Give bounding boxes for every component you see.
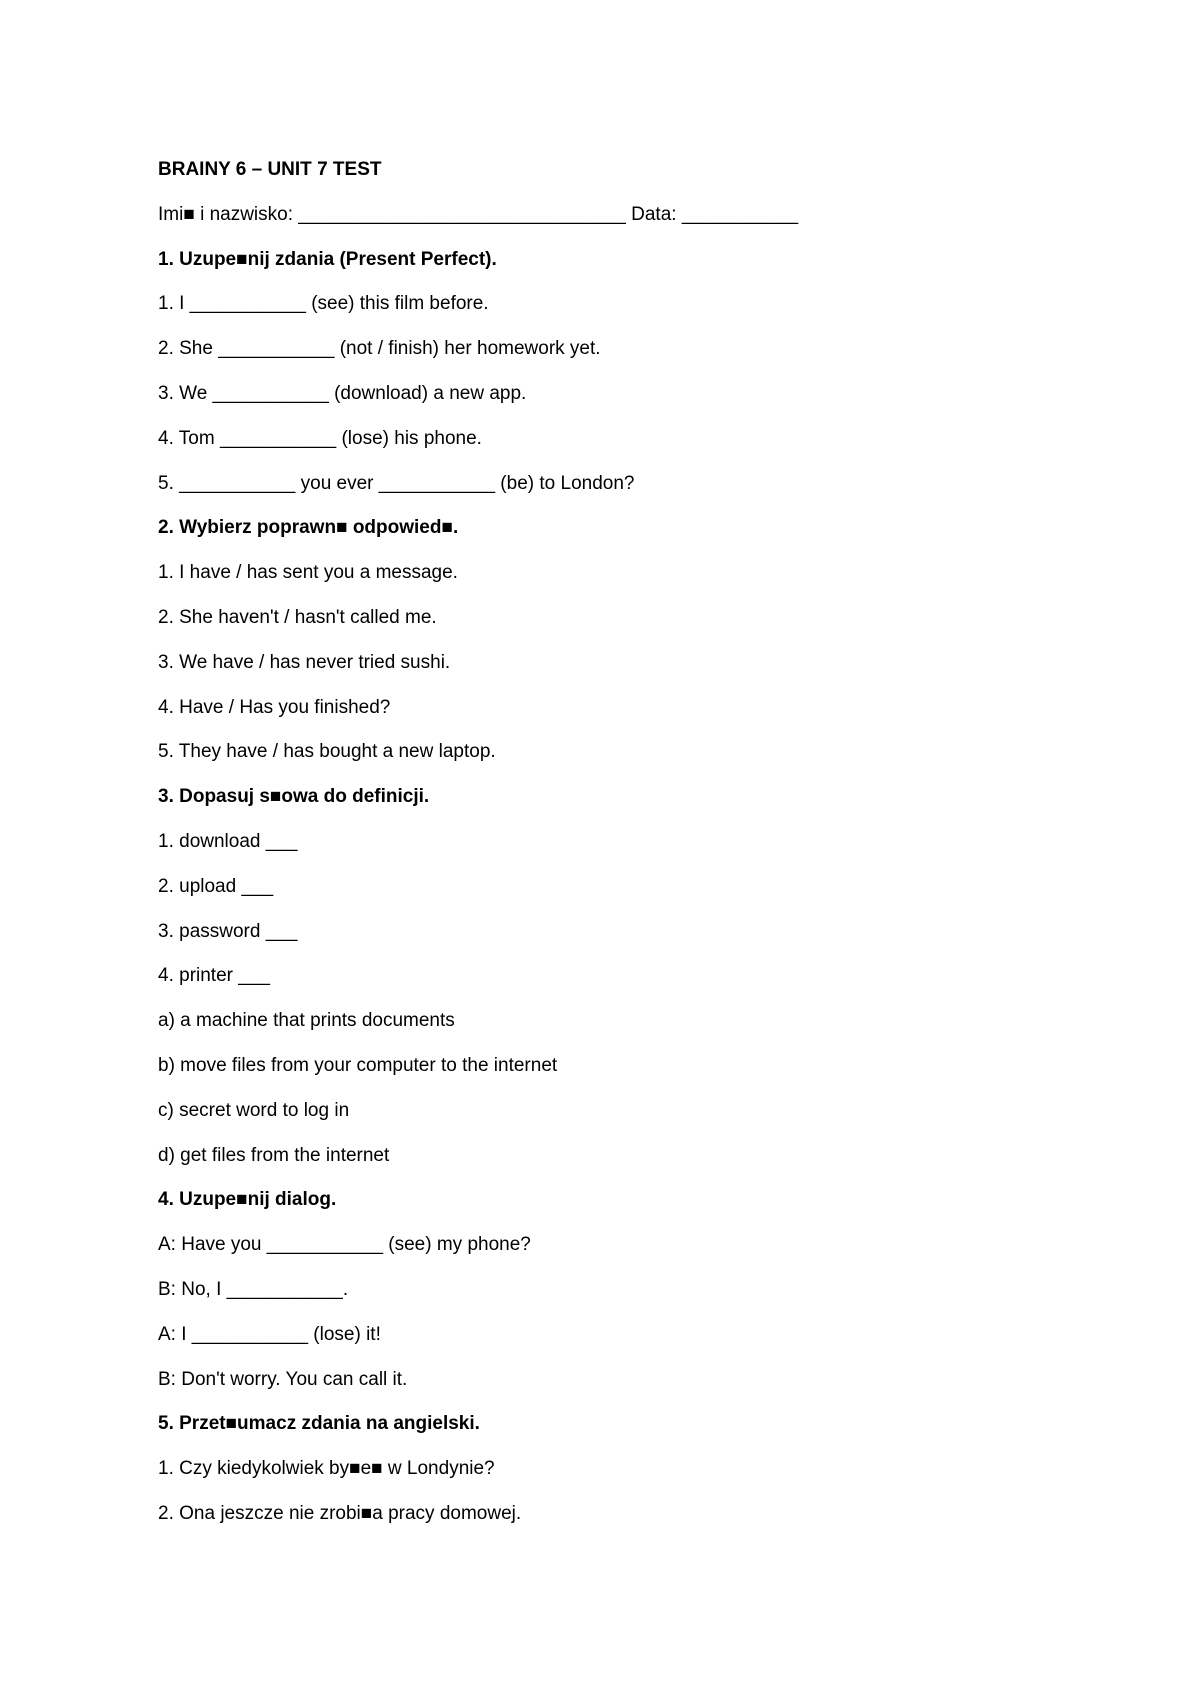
document-page <box>158 158 1058 1547</box>
section-3-definition-b: b) move files from your computer to the internet <box>158 1054 558 1076</box>
section-3-heading: 3. Dopasuj s■owa do definicji. <box>158 786 430 808</box>
section-4-dialog-line-3: A: I ___________ (lose) it! <box>158 1323 381 1345</box>
section-1-item-5: 5. ___________ you ever ___________ (be) to London? <box>158 472 635 494</box>
section-2-item-4: 4. Have / Has you finished? <box>158 696 391 718</box>
section-3-item-1: 1. download ___ <box>158 830 298 852</box>
section-3-definition-c: c) secret word to log in <box>158 1099 350 1121</box>
section-5-item-1: 1. Czy kiedykolwiek by■e■ w Londynie? <box>158 1458 495 1480</box>
section-4-dialog-line-2: B: No, I ___________. <box>158 1278 349 1300</box>
section-3-definition-d: d) get files from the internet <box>158 1144 390 1166</box>
section-2-item-5: 5. They have / has bought a new laptop. <box>158 741 496 763</box>
section-2-item-1: 1. I have / has sent you a message. <box>158 562 458 584</box>
document-title: BRAINY 6 – UNIT 7 TEST <box>158 159 382 180</box>
section-1-heading: 1. Uzupe■nij zdania (Present Perfect). <box>158 248 497 270</box>
section-1-item-3: 3. We ___________ (download) a new app. <box>158 382 527 404</box>
section-3-item-4: 4. printer ___ <box>158 965 270 987</box>
section-4-dialog-line-4: B: Don't worry. You can call it. <box>158 1368 408 1390</box>
section-4-heading: 4. Uzupe■nij dialog. <box>158 1189 337 1211</box>
section-2-item-3: 3. We have / has never tried sushi. <box>158 651 451 673</box>
name-date-line: Imi■ i nazwisko: _______________________________ Data: ___________ <box>158 203 799 225</box>
section-2-heading: 2. Wybierz poprawn■ odpowied■. <box>158 517 459 539</box>
section-3-item-2: 2. upload ___ <box>158 875 274 897</box>
section-1-item-2: 2. She ___________ (not / finish) her homework yet. <box>158 338 601 360</box>
section-4-dialog-line-1: A: Have you ___________ (see) my phone? <box>158 1234 531 1256</box>
section-1-item-4: 4. Tom ___________ (lose) his phone. <box>158 427 482 449</box>
section-2-item-2: 2. She haven't / hasn't called me. <box>158 606 437 628</box>
section-1-item-1: 1. I ___________ (see) this film before. <box>158 293 489 315</box>
section-3-definition-a: a) a machine that prints documents <box>158 1010 455 1032</box>
section-3-item-3: 3. password ___ <box>158 920 298 942</box>
section-5-item-2: 2. Ona jeszcze nie zrobi■a pracy domowej. <box>158 1502 522 1524</box>
section-5-heading: 5. Przet■umacz zdania na angielski. <box>158 1413 480 1435</box>
